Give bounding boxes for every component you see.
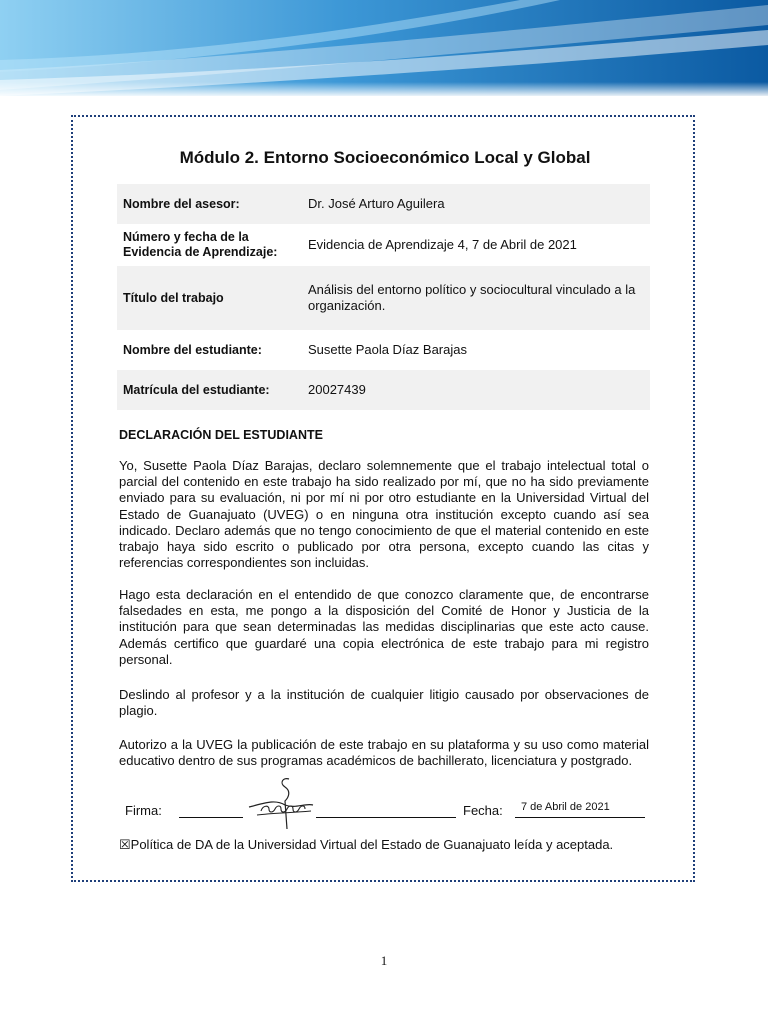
row-label: Nombre del estudiante: [123, 342, 262, 357]
date-value: 7 de Abril de 2021 [521, 801, 610, 813]
handwritten-signature [245, 775, 317, 831]
info-table [117, 184, 650, 410]
table-row [117, 330, 650, 370]
signature-line [179, 817, 243, 818]
row-value: Dr. José Arturo Aguilera [308, 196, 445, 211]
signature-label: Firma: [125, 803, 162, 818]
table-row [117, 184, 650, 224]
table-row [117, 266, 650, 330]
row-value: Susette Paola Díaz Barajas [308, 342, 467, 357]
declaration-heading: DECLARACIÓN DEL ESTUDIANTE [119, 428, 323, 442]
table-row [117, 370, 650, 410]
row-value: Análisis del entorno político y sociocultural vinculado a la organización. [308, 282, 636, 313]
row-value: 20027439 [308, 382, 366, 397]
signature-line-extension [316, 817, 456, 818]
declaration-paragraph: Hago esta declaración en el entendido de que conozco claramente que, de encontrarse falsedades en esta, me pongo a la disposición del Comité de Honor y Justicia de la institución para que sean determinadas las medidas disciplinarias que este acto cause. Además certifico que guardaré una copia electrónica de este trabajo para mi registro personal. [119, 587, 649, 667]
row-label: Título del trabajo [123, 290, 224, 305]
policy-acceptance [119, 837, 613, 853]
date-line [515, 817, 645, 818]
row-value: Evidencia de Aprendizaje 4, 7 de Abril de 2021 [308, 237, 577, 252]
declaration-paragraph: Autorizo a la UVEG la publicación de este trabajo en su plataforma y su uso como material educativo dentro de sus programas académicos de bachillerato, licenciatura y postgrado. [119, 737, 649, 769]
header-banner-graphic [0, 0, 768, 96]
declaration-paragraph: Yo, Susette Paola Díaz Barajas, declaro solemnemente que el trabajo intelectual total o parcial del contenido en este trabajo ha sido realizado por mí, que no ha sido previamente enviado para su evaluación, ni por mí ni por otro estudiante en la Universidad Virtual del Estado de Guanajuato (UVEG) o en ninguna otra institución excepto cuando así sea indicado. Declaro además que no tengo conocimiento de que el material contenido en este trabajo haya sido escrito o publicado por otra persona, excepto cuando las citas y referencias correspondientes son incluidas. [119, 458, 649, 571]
page-number: 1 [380, 953, 388, 968]
date-label: Fecha: [463, 803, 503, 818]
page-title: Módulo 2. Entorno Socioeconómico Local y Global [179, 148, 591, 167]
row-label: Número y fecha de la Evidencia de Aprendizaje: [123, 230, 278, 259]
table-row [117, 224, 650, 266]
document-frame [71, 115, 695, 882]
row-label: Matrícula del estudiante: [123, 382, 270, 397]
row-label: Nombre del asesor: [123, 196, 240, 211]
declaration-paragraph: Deslindo al profesor y a la institución de cualquier litigio causado por observaciones de plagio. [119, 687, 649, 719]
header-banner [0, 0, 768, 96]
checkbox-checked-icon[interactable]: ☒ [119, 837, 131, 852]
policy-text: Política de DA de la Universidad Virtual del Estado de Guanajuato leída y aceptada. [130, 837, 614, 852]
